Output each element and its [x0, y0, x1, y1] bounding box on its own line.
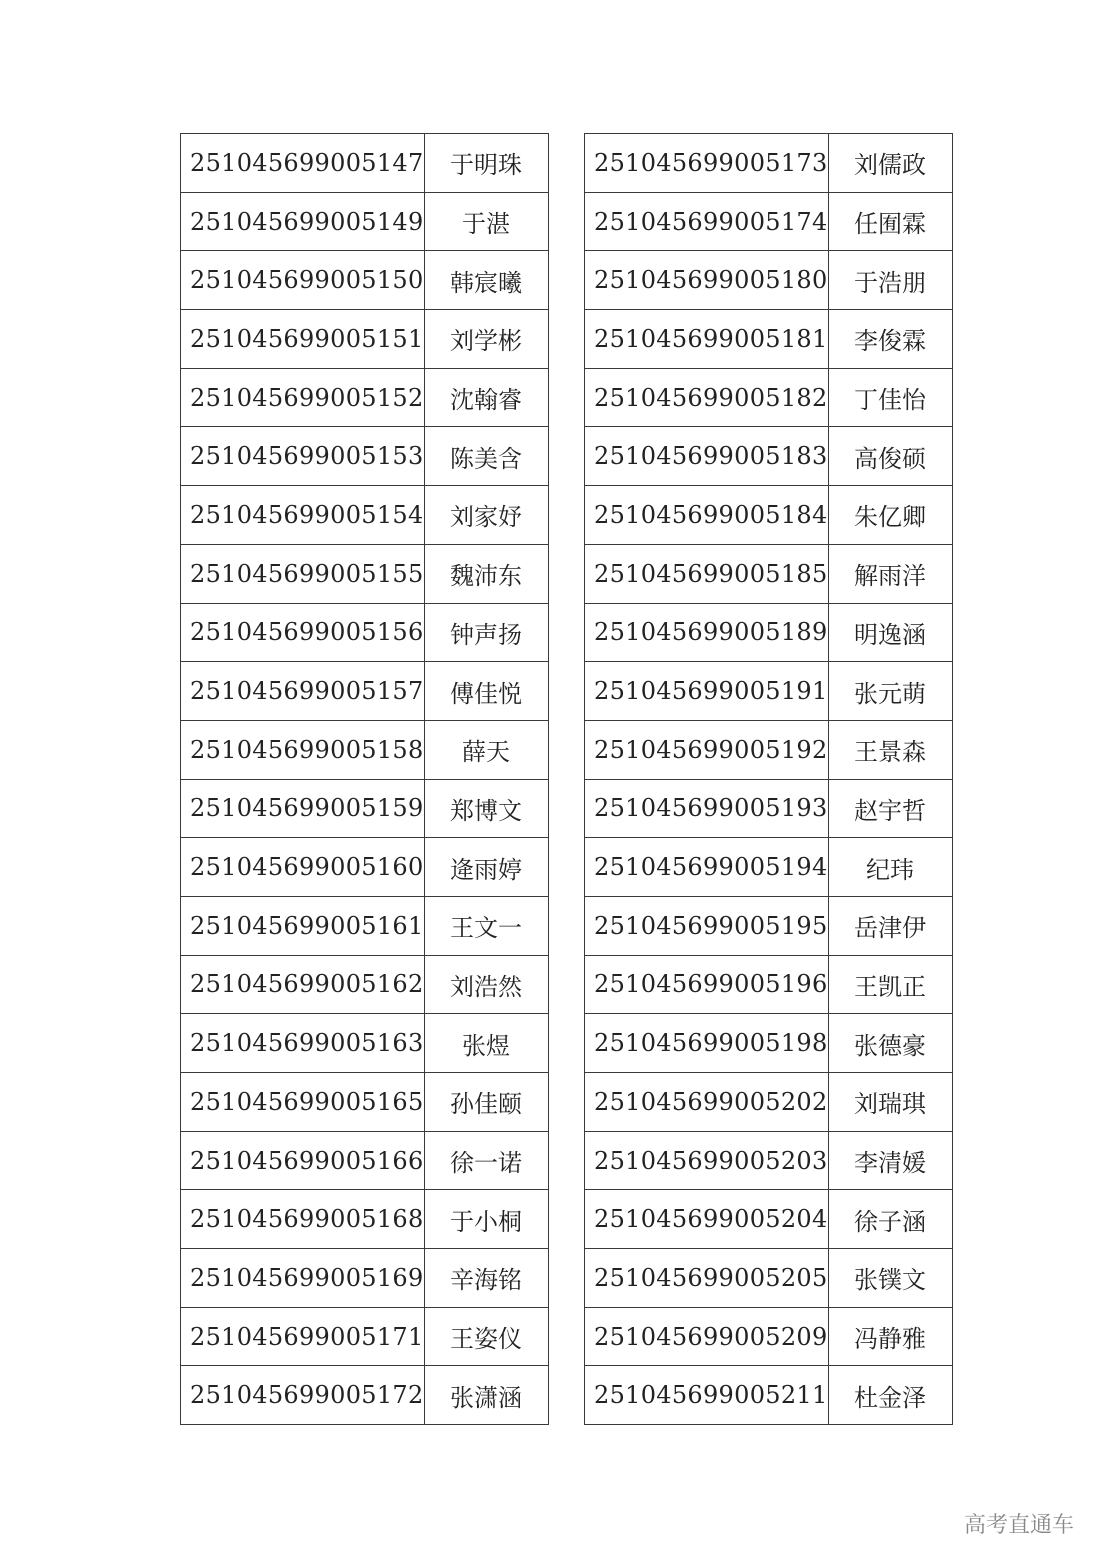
candidate-name: 郑博文 [424, 779, 548, 838]
candidate-name: 徐一诺 [424, 1131, 548, 1190]
candidate-name: 傅佳悦 [424, 662, 548, 721]
candidate-id: 251045699005161 [181, 896, 425, 955]
candidate-id: 251045699005165 [181, 1073, 425, 1132]
candidate-id: 251045699005193 [585, 779, 829, 838]
candidate-id: 251045699005168 [181, 1190, 425, 1249]
candidate-name: 魏沛东 [424, 544, 548, 603]
watermark: 高考直通车 [963, 1513, 1074, 1538]
candidate-name: 辛海铭 [424, 1249, 548, 1308]
candidate-id: 251045699005203 [585, 1131, 829, 1190]
candidate-name: 刘学彬 [424, 310, 548, 369]
candidate-name: 王文一 [424, 896, 548, 955]
table-row [181, 1014, 549, 1073]
candidate-id: 251045699005172 [181, 1366, 425, 1425]
candidate-name: 李俊霖 [828, 310, 952, 369]
candidate-id: 251045699005189 [585, 603, 829, 662]
candidate-id: 251045699005159 [181, 779, 425, 838]
candidate-id: 251045699005149 [181, 192, 425, 251]
candidate-id: 251045699005163 [181, 1014, 425, 1073]
candidate-id: 251045699005150 [181, 251, 425, 310]
table-row [181, 720, 549, 779]
candidate-id: 251045699005154 [181, 486, 425, 545]
candidate-id: 251045699005153 [181, 427, 425, 486]
candidate-id: 251045699005204 [585, 1190, 829, 1249]
table-row [181, 1073, 549, 1132]
right-roster-table [584, 133, 953, 1425]
table-row [585, 251, 953, 310]
table-row [585, 720, 953, 779]
table-row [585, 544, 953, 603]
candidate-id: 251045699005205 [585, 1249, 829, 1308]
table-row [181, 779, 549, 838]
table-row [181, 1190, 549, 1249]
candidate-id: 251045699005160 [181, 838, 425, 897]
table-row [585, 1366, 953, 1425]
table-row [181, 310, 549, 369]
candidate-name: 张镤文 [828, 1249, 952, 1308]
candidate-id: 251045699005155 [181, 544, 425, 603]
candidate-name: 纪玮 [828, 838, 952, 897]
table-row [585, 1131, 953, 1190]
candidate-name: 刘儒政 [828, 134, 952, 193]
candidate-id: 251045699005209 [585, 1307, 829, 1366]
table-row [585, 1249, 953, 1308]
table-row [585, 427, 953, 486]
candidate-id: 251045699005156 [181, 603, 425, 662]
table-row [181, 603, 549, 662]
candidate-id: 251045699005173 [585, 134, 829, 193]
candidate-name: 于小桐 [424, 1190, 548, 1249]
candidate-id: 251045699005185 [585, 544, 829, 603]
table-row [181, 134, 549, 193]
candidate-name: 张煜 [424, 1014, 548, 1073]
candidate-id: 251045699005169 [181, 1249, 425, 1308]
candidate-name: 徐子涵 [828, 1190, 952, 1249]
candidate-id: 251045699005184 [585, 486, 829, 545]
candidate-name: 钟声扬 [424, 603, 548, 662]
table-row [181, 1249, 549, 1308]
candidate-name: 岳津伊 [828, 896, 952, 955]
candidate-name: 刘家妤 [424, 486, 548, 545]
candidate-name: 杜金泽 [828, 1366, 952, 1425]
table-row [181, 896, 549, 955]
candidate-name: 于明珠 [424, 134, 548, 193]
table-row [585, 779, 953, 838]
candidate-name: 韩宸曦 [424, 251, 548, 310]
candidate-name: 赵宇哲 [828, 779, 952, 838]
table-row [585, 662, 953, 721]
candidate-id: 251045699005211 [585, 1366, 829, 1425]
table-row [585, 1190, 953, 1249]
table-row [181, 662, 549, 721]
table-row [585, 192, 953, 251]
candidate-name: 孙佳颐 [424, 1073, 548, 1132]
candidate-id: 251045699005162 [181, 955, 425, 1014]
candidate-name: 解雨洋 [828, 544, 952, 603]
table-row [585, 955, 953, 1014]
candidate-id: 251045699005181 [585, 310, 829, 369]
candidate-name: 王凯正 [828, 955, 952, 1014]
right-roster-body [585, 134, 953, 1425]
table-row [585, 838, 953, 897]
left-roster-body [181, 134, 549, 1425]
table-row [181, 544, 549, 603]
candidate-name: 张德豪 [828, 1014, 952, 1073]
candidate-id: 251045699005147 [181, 134, 425, 193]
left-roster-table [180, 133, 549, 1425]
table-row [181, 251, 549, 310]
table-row [181, 486, 549, 545]
candidate-id: 251045699005198 [585, 1014, 829, 1073]
candidate-id: 251045699005196 [585, 955, 829, 1014]
candidate-id: 251045699005158 [181, 720, 425, 779]
candidate-id: 251045699005180 [585, 251, 829, 310]
candidate-id: 251045699005166 [181, 1131, 425, 1190]
table-row [181, 1366, 549, 1425]
candidate-name: 陈美含 [424, 427, 548, 486]
candidate-name: 王景森 [828, 720, 952, 779]
candidate-id: 251045699005202 [585, 1073, 829, 1132]
candidate-name: 朱亿卿 [828, 486, 952, 545]
table-row [181, 368, 549, 427]
table-row [181, 192, 549, 251]
candidate-id: 251045699005151 [181, 310, 425, 369]
table-row [181, 1131, 549, 1190]
candidate-id: 251045699005183 [585, 427, 829, 486]
candidate-id: 251045699005174 [585, 192, 829, 251]
candidate-id: 251045699005191 [585, 662, 829, 721]
table-row [585, 896, 953, 955]
candidate-id: 251045699005171 [181, 1307, 425, 1366]
candidate-id: 251045699005195 [585, 896, 829, 955]
candidate-name: 沈翰睿 [424, 368, 548, 427]
candidate-id: 251045699005192 [585, 720, 829, 779]
candidate-name: 张潇涵 [424, 1366, 548, 1425]
candidate-name: 丁佳怡 [828, 368, 952, 427]
table-row [181, 955, 549, 1014]
candidate-id: 251045699005152 [181, 368, 425, 427]
table-row [181, 427, 549, 486]
table-row [585, 368, 953, 427]
candidate-name: 任囿霖 [828, 192, 952, 251]
table-row [181, 1307, 549, 1366]
table-row [585, 603, 953, 662]
candidate-name: 刘浩然 [424, 955, 548, 1014]
table-row [585, 1073, 953, 1132]
candidate-name: 高俊硕 [828, 427, 952, 486]
candidate-name: 冯静雅 [828, 1307, 952, 1366]
candidate-name: 逄雨婷 [424, 838, 548, 897]
candidate-id: 251045699005157 [181, 662, 425, 721]
candidate-name: 李清媛 [828, 1131, 952, 1190]
candidate-name: 刘瑞琪 [828, 1073, 952, 1132]
candidate-name: 张元萌 [828, 662, 952, 721]
table-row [585, 134, 953, 193]
table-row [181, 838, 549, 897]
candidate-name: 明逸涵 [828, 603, 952, 662]
candidate-name: 薛天 [424, 720, 548, 779]
table-row [585, 1014, 953, 1073]
table-row [585, 310, 953, 369]
candidate-name: 王姿仪 [424, 1307, 548, 1366]
candidate-id: 251045699005194 [585, 838, 829, 897]
table-row [585, 1307, 953, 1366]
table-row [585, 486, 953, 545]
candidate-id: 251045699005182 [585, 368, 829, 427]
candidate-name: 于湛 [424, 192, 548, 251]
candidate-name: 于浩朋 [828, 251, 952, 310]
